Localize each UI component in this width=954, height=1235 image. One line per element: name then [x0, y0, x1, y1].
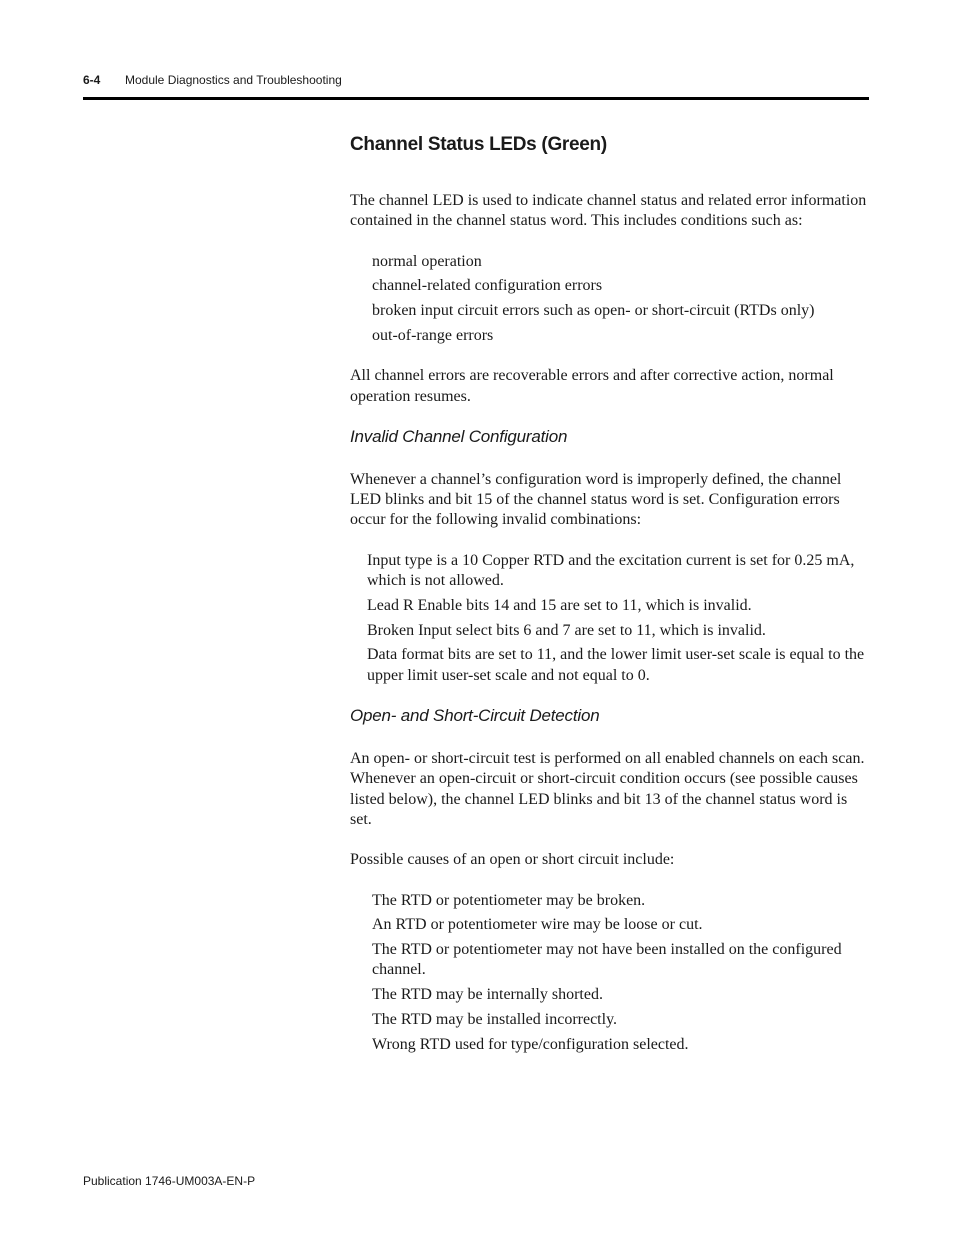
invalid-config-paragraph: Whenever a channel’s configuration word is improperly defined, the channel LED blinks and bit 15 of the channel status word is set. Configuration errors occur for the following invalid combinations: — [350, 470, 842, 529]
list-item: An RTD or potentiometer wire may be loose or cut. — [372, 916, 703, 934]
list-item: The RTD may be installed incorrectly. — [372, 1011, 618, 1029]
list-item: Input type is a 10 Copper RTD and the excitation current is set for 0.25 mA, which is not allowed. — [367, 551, 855, 590]
header-rule — [83, 97, 869, 100]
list-item: channel-related configuration errors — [372, 277, 603, 295]
list-item: Wrong RTD used for type/configuration selected. — [372, 1035, 689, 1053]
causes-intro: Possible causes of an open or short circuit include: — [350, 851, 675, 869]
page-header — [83, 73, 869, 97]
page-title: Channel Status LEDs (Green) — [350, 134, 607, 155]
publication-footer: Publication 1746-UM003A-EN-P — [83, 1174, 256, 1188]
list-item: Broken Input select bits 6 and 7 are set to 11, which is invalid. — [367, 621, 766, 639]
open-short-heading: Open- and Short-Circuit Detection — [350, 706, 600, 726]
main-content — [350, 134, 868, 1075]
list-item: broken input circuit errors such as open- or short-circuit (RTDs only) — [372, 302, 815, 320]
invalid-config-heading: Invalid Channel Configuration — [350, 426, 568, 446]
intro-paragraph: The channel LED is used to indicate channel status and related error information contained in the channel status word. This includes conditions such as: — [350, 192, 867, 230]
list-item: The RTD or potentiometer may be broken. — [372, 891, 646, 909]
page-number: 6-4 — [83, 73, 101, 87]
list-item: The RTD or potentiometer may not have been installed on the configured channel. — [372, 941, 842, 979]
conditions-list — [350, 252, 868, 347]
list-item: Lead R Enable bits 14 and 15 are set to 11, which is invalid. — [367, 596, 752, 614]
list-item: Data format bits are set to 11, and the lower limit user-set scale is equal to the upper limit user-set scale and not equal to 0. — [367, 646, 865, 684]
open-short-paragraph: An open- or short-circuit test is performed on all enabled channels on each scan. Whenever an open-circuit or short-circuit condition occurs (see possible causes listed below), the channel LED blinks and bit 13 of the channel status word is set. — [350, 750, 865, 828]
causes-list — [350, 891, 868, 1056]
section-title: Module Diagnostics and Troubleshooting — [125, 73, 342, 87]
invalid-config-list — [350, 551, 868, 686]
recover-paragraph: All channel errors are recoverable errors and after corrective action, normal operation resumes. — [350, 367, 834, 405]
list-item: out-of-range errors — [372, 326, 494, 344]
list-item: The RTD may be internally shorted. — [372, 986, 603, 1004]
list-item: normal operation — [372, 252, 482, 270]
